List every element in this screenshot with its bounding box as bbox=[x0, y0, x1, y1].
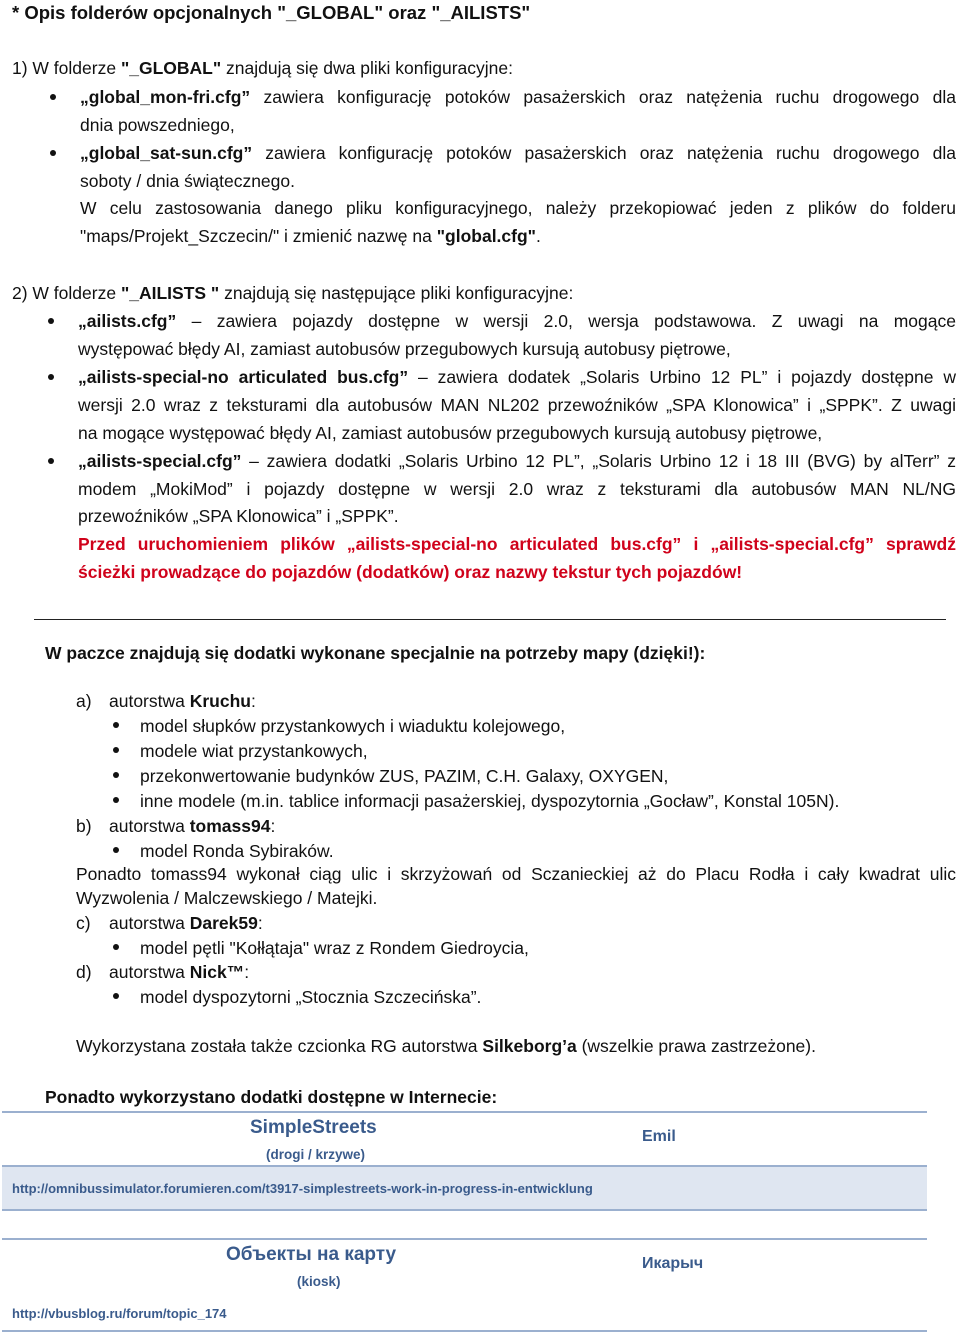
addon-group-a bbox=[76, 690, 92, 712]
font-credit-a: Wykorzystana została także czcionka RG autorstwa bbox=[76, 1036, 483, 1056]
bullet-icon bbox=[113, 944, 119, 950]
list-item: inne modele (m.in. tablice informacji pasażerskiej, dyspozytornia „Gocław”, Konstal 105N). bbox=[140, 791, 840, 811]
addon-group-a-title: autorstwa Kruchu: bbox=[109, 691, 256, 711]
bullet-icon bbox=[113, 772, 119, 778]
s1-note-2-a: "maps/Projekt_Szczecin/" i zmienić nazwę na bbox=[80, 226, 437, 246]
file-description: – zawiera dodatek „Solaris Urbino 12 PL” i pojazdy dostępne w bbox=[408, 367, 956, 387]
addon-subtitle: (drogi / krzywe) bbox=[266, 1147, 366, 1162]
addon-author: Emil bbox=[642, 1128, 676, 1145]
author-prefix: autorstwa bbox=[109, 962, 190, 982]
file-name: „ailists.cfg” bbox=[78, 311, 177, 331]
addon-b-extra-2: Wyzwolenia / Malczewskiego / Matejki. bbox=[76, 888, 378, 908]
bullet-icon bbox=[48, 458, 54, 464]
s2-item-2-cont-2: na mogące występować błędy AI, zamiast autobusów przegubowych kursują autobusy piętrowe, bbox=[78, 423, 823, 443]
file-description: zawiera konfigurację potoków pasażerskich oraz natężenia ruchu drogowego dla bbox=[252, 143, 956, 163]
list-item: model dyspozytorni „Stocznia Szczecińska”. bbox=[140, 987, 482, 1007]
addon-url-link[interactable]: http://vbusblog.ru/forum/topic_174 bbox=[12, 1306, 227, 1321]
bullet-icon bbox=[113, 797, 119, 803]
s1-target-file: "global.cfg" bbox=[436, 226, 536, 246]
warning-line-1: Przed uruchomieniem plików „ailists-special-no articulated bus.cfg” i „ailists-special.cfg” sprawdź bbox=[78, 534, 956, 554]
author-prefix: autorstwa bbox=[109, 816, 190, 836]
addon-group-b bbox=[76, 815, 92, 837]
file-description: – zawiera pojazdy dostępne w wersji 2.0, wersja podstawowa. Z uwagi na mogące bbox=[176, 311, 956, 331]
addon-group-b-title: autorstwa tomass94: bbox=[109, 816, 276, 836]
addon-group-d bbox=[76, 961, 92, 983]
addons-heading: W paczce znajdują się dodatki wykonane specjalnie na potrzeby mapy (dzięki!): bbox=[45, 643, 706, 663]
s1-item-1-cont: dnia powszedniego, bbox=[80, 115, 235, 135]
s2-item-1 bbox=[78, 310, 956, 332]
s2-item-3-cont-1: modem „MokiMod” i pojazdy dostępne w wersji 2.0 wraz z teksturami dla autobusów MAN NL/NG bbox=[78, 479, 956, 499]
list-item: modele wiat przystankowych, bbox=[140, 741, 368, 761]
bullet-icon bbox=[50, 94, 56, 100]
s1-item-2-cont: soboty / dnia świątecznego. bbox=[80, 171, 295, 191]
s2-intro-a: 2) W folderze bbox=[12, 283, 121, 303]
s1-note-2-c: . bbox=[535, 226, 541, 246]
addon-b-extra-1: Ponadto tomass94 wykonał ciąg ulic i skrzyżowań od Sczanieckiej aż do Placu Rodła i cały kwadrat ulic bbox=[76, 864, 956, 884]
page-title: * Opis folderów opcjonalnych "_GLOBAL" oraz "_AILISTS" bbox=[12, 2, 531, 23]
author-name: Darek59 bbox=[189, 913, 258, 933]
author-name: Kruchu bbox=[189, 691, 251, 711]
s1-note-2 bbox=[80, 225, 541, 247]
section-divider bbox=[34, 619, 946, 620]
addon-title: SimpleStreets bbox=[250, 1117, 377, 1138]
font-credit bbox=[76, 1035, 816, 1057]
s1-intro-c: znajdują się dwa pliki konfiguracyjne: bbox=[221, 58, 513, 78]
author-name: Nick™ bbox=[189, 962, 245, 982]
s2-ailists-folder: "_AILISTS " bbox=[120, 283, 220, 303]
s1-intro-a: 1) W folderze bbox=[12, 58, 121, 78]
bullet-icon bbox=[113, 722, 119, 728]
s1-note-1: W celu zastosowania danego pliku konfiguracyjnego, należy przekopiować jeden z plików do folderu bbox=[80, 198, 956, 218]
list-marker: d) bbox=[76, 962, 92, 982]
file-description: zawiera konfigurację potoków pasażerskich oraz natężenia ruchu drogowego dla bbox=[250, 87, 956, 107]
addon-group-d-title: autorstwa Nick™: bbox=[109, 962, 250, 982]
author-name: tomass94 bbox=[189, 816, 271, 836]
table-border bbox=[2, 1330, 927, 1332]
author-prefix: autorstwa bbox=[109, 691, 190, 711]
file-name: „ailists-special.cfg” bbox=[78, 451, 242, 471]
list-item: model słupków przystankowych i wiaduktu kolejowego, bbox=[140, 716, 566, 736]
author-prefix: autorstwa bbox=[109, 913, 190, 933]
list-item: model Ronda Sybiraków. bbox=[140, 841, 334, 861]
bullet-icon bbox=[113, 847, 119, 853]
bullet-icon bbox=[50, 150, 56, 156]
addon-group-c-title: autorstwa Darek59: bbox=[109, 913, 263, 933]
file-name: „ailists-special-no articulated bus.cfg” bbox=[78, 367, 409, 387]
addon-subtitle: (kiosk) bbox=[297, 1274, 341, 1289]
internet-heading: Ponadto wykorzystano dodatki dostępne w Internecie: bbox=[45, 1087, 498, 1107]
s1-global-folder: "_GLOBAL" bbox=[120, 58, 222, 78]
bullet-icon bbox=[113, 993, 119, 999]
s2-item-3 bbox=[78, 450, 956, 472]
s2-item-2 bbox=[78, 366, 956, 388]
s1-item-2 bbox=[80, 142, 956, 164]
list-item: przekonwertowanie budynków ZUS, PAZIM, C.H. Galaxy, OXYGEN, bbox=[140, 766, 669, 786]
addon-title: Объекты на карту bbox=[226, 1244, 397, 1265]
list-item: model pętli "Kołłątaja" wraz z Rondem Giedroycia, bbox=[140, 938, 529, 958]
table-border bbox=[2, 1209, 927, 1211]
file-name: „global_sat-sun.cfg” bbox=[80, 143, 253, 163]
s2-intro-c: znajdują się następujące pliki konfiguracyjne: bbox=[219, 283, 574, 303]
bullet-icon bbox=[48, 318, 54, 324]
addon-author: Икарыч bbox=[642, 1255, 704, 1272]
s2-item-1-cont: występować błędy AI, zamiast autobusów przegubowych kursują autobusy piętrowe, bbox=[78, 339, 731, 359]
bullet-icon bbox=[113, 747, 119, 753]
file-description: – zawiera dodatki „Solaris Urbino 12 PL”, „Solaris Urbino 12 i 18 III (BVG) by alTerr” z bbox=[241, 451, 956, 471]
section-1-intro bbox=[12, 57, 513, 79]
table-border bbox=[2, 1111, 927, 1113]
list-marker: b) bbox=[76, 816, 92, 836]
font-credit-c: (wszelkie prawa zastrzeżone). bbox=[576, 1036, 816, 1056]
s1-item-1 bbox=[80, 86, 956, 108]
list-marker: c) bbox=[76, 913, 91, 933]
addon-url-link[interactable]: http://omnibussimulator.forumieren.com/t3917-simplestreets-work-in-progress-in-entwicklung bbox=[12, 1181, 593, 1196]
section-2-intro bbox=[12, 282, 573, 304]
font-author: Silkeborg’a bbox=[482, 1036, 577, 1056]
addon-group-c bbox=[76, 912, 91, 934]
bullet-icon bbox=[48, 374, 54, 380]
file-name: „global_mon-fri.cfg” bbox=[80, 87, 251, 107]
list-marker: a) bbox=[76, 691, 92, 711]
warning-line-2: ścieżki prowadzące do pojazdów (dodatków) oraz nazwy tekstur tych pojazdów! bbox=[78, 562, 743, 582]
table-border bbox=[2, 1238, 927, 1240]
s2-item-3-cont-2: przewoźników „SPA Klonowica” i „SPPK”. bbox=[78, 506, 399, 526]
s2-item-2-cont-1: wersji 2.0 wraz z teksturami dla autobusów MAN NL202 przewoźników „SPA Klonowica” i „SPPK”. Z uwagi bbox=[78, 395, 956, 415]
table-row bbox=[2, 1167, 927, 1209]
